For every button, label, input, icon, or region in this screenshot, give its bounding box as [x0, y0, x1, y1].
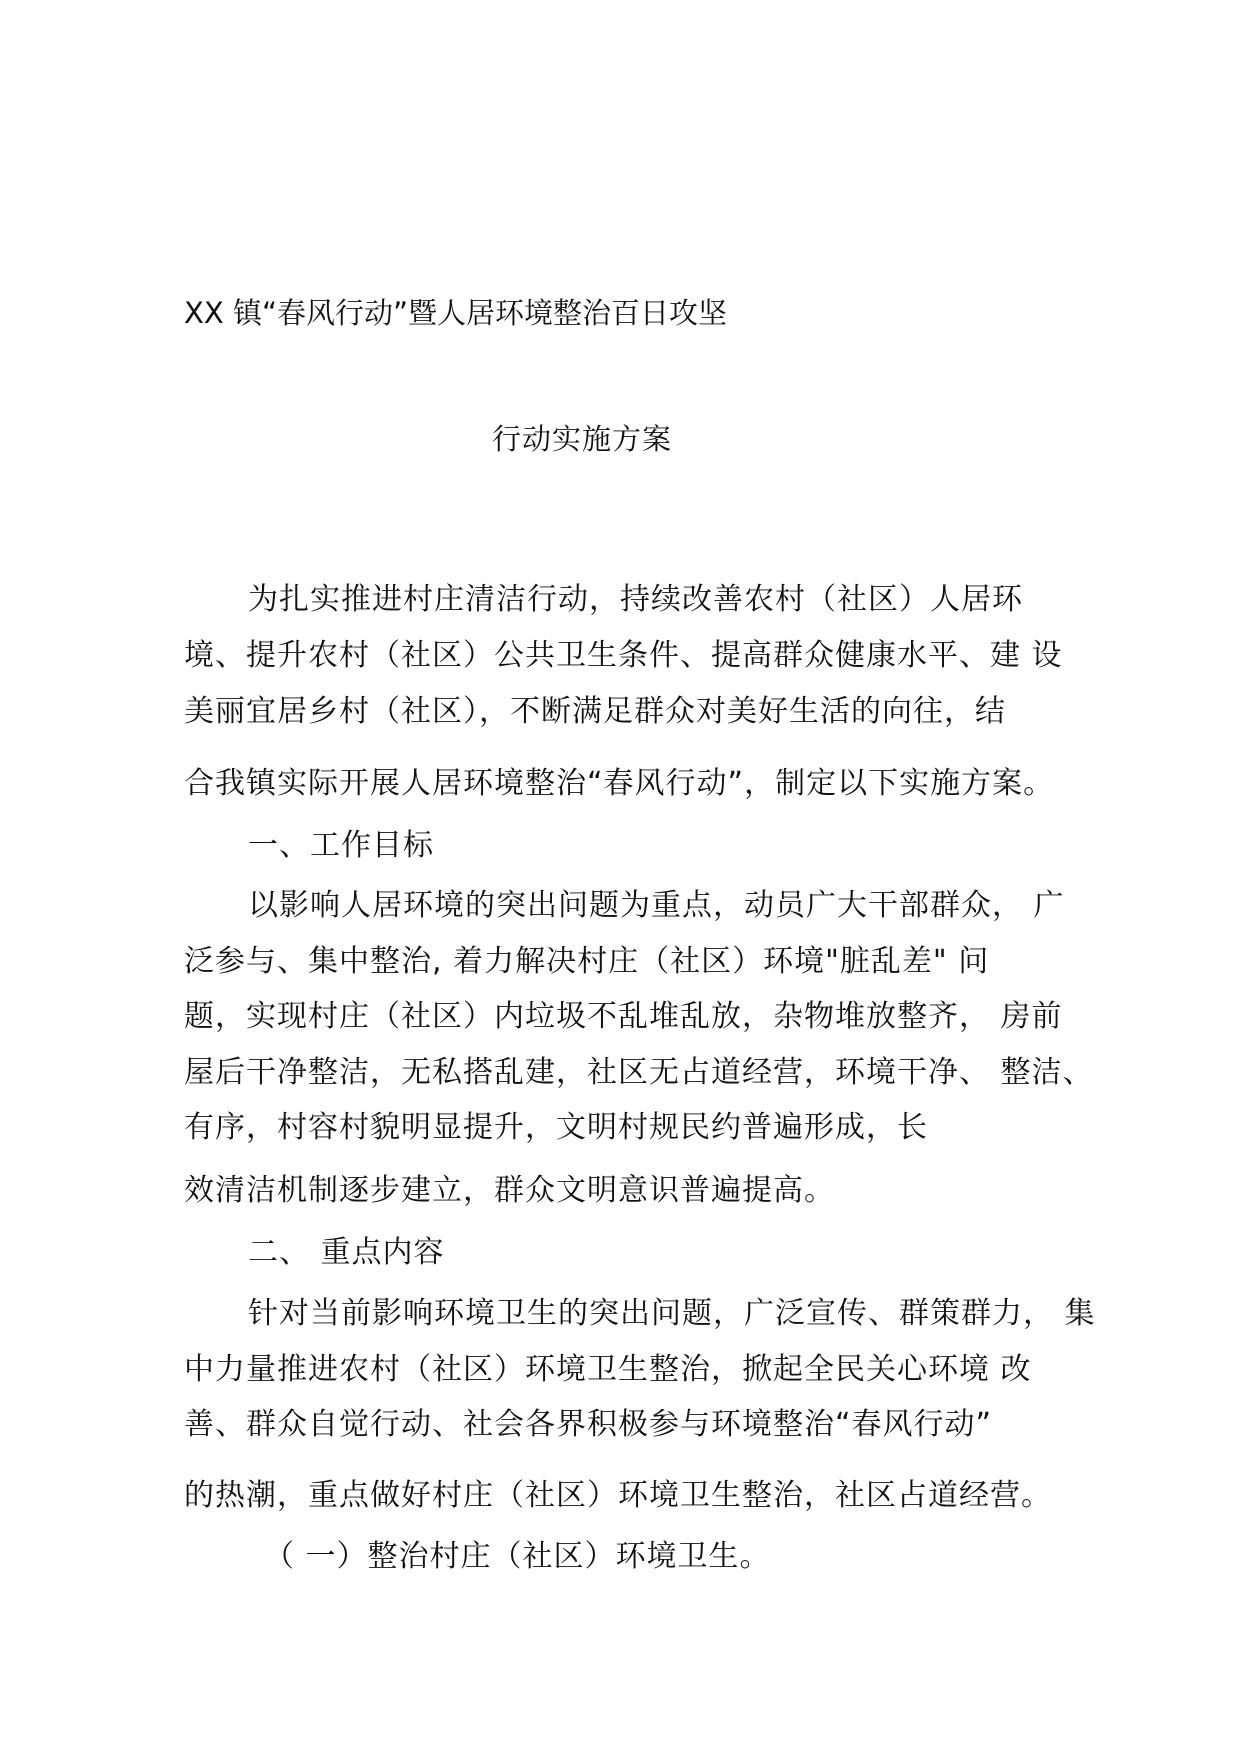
section-heading-work-goals: 一、工作目标: [248, 828, 434, 863]
document-title-line-2: 行动实施方案: [492, 422, 673, 456]
section1-line: 题，实现村庄（社区）内垃圾不乱堆乱放，杂物堆放整齐， 房前: [184, 999, 1063, 1034]
section2-line: 善、群众自觉行动、社会各界积极参与环境整治“春风行动”: [184, 1407, 993, 1442]
section2-line: 中力量推进农村（社区）环境卫生整治，掀起全民关心环境 改: [184, 1352, 1032, 1387]
section1-line: 屋后干净整洁，无私搭乱建，社区无占道经营，环境干净、 整洁、: [184, 1055, 1094, 1090]
subsection-heading: （ 一）整治村庄（社区）环境卫生。: [264, 1539, 771, 1574]
section1-line: 效清洁机制逐步建立，群众文明意识普遍提高。: [184, 1173, 835, 1208]
section2-line: 针对当前影响环境卫生的突出问题，广泛宣传、群策群力， 集: [248, 1296, 1096, 1331]
document-title-line-1: XX 镇“春风行动”暨人居环境整治百日攻坚: [184, 296, 728, 330]
section2-line: 的热潮，重点做好村庄（社区）环境卫生整治，社区占道经营。: [184, 1478, 1052, 1513]
section1-line: 以影响人居环境的突出问题为重点，动员广大干部群众， 广: [248, 888, 1065, 923]
intro-line: 为扎实推进村庄清洁行动，持续改善农村（社区）人居环: [248, 582, 1023, 617]
section1-line: 有序，村容村貌明显提升，文明村规民约普遍形成，长: [184, 1110, 928, 1145]
intro-line: 合我镇实际开展人居环境整治“春风行动”，制定以下实施方案。: [184, 766, 1055, 801]
intro-line: 境、提升农村（社区）公共卫生条件、提高群众健康水平、建 设: [184, 638, 1063, 673]
section-heading-key-content: 二、 重点内容: [248, 1235, 445, 1270]
section1-line: 泛参与、集中整治, 着力解决村庄（社区）环境"脏乱差" 问: [184, 944, 990, 979]
intro-line: 美丽宜居乡村（社区），不断满足群众对美好生活的向往，结: [184, 694, 1006, 729]
